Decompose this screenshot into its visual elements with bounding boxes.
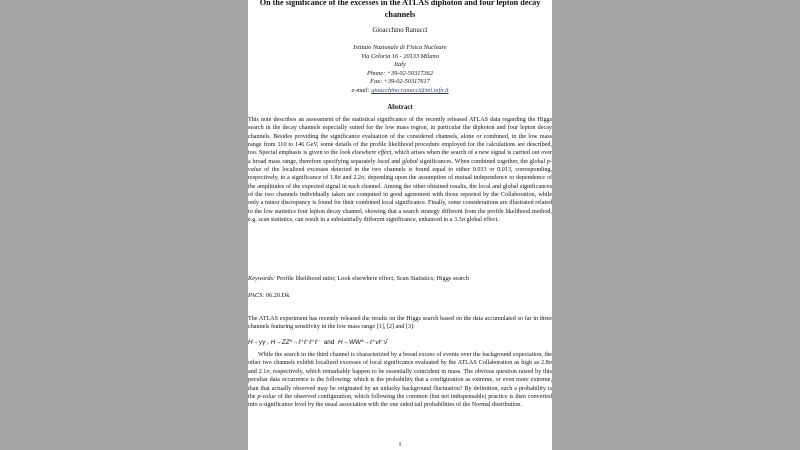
email-line [248, 87, 552, 96]
email-link[interactable]: gioacchino.ranucci@mi.infn.it [371, 86, 449, 94]
street-address: Via Celoria 16 - 20133 Milano [361, 52, 439, 60]
pacs-line [248, 292, 552, 299]
country: Italy [394, 61, 406, 69]
pacs-code: 06.20.Dk [265, 292, 290, 299]
page-number: 1 [398, 441, 402, 448]
decay-channels-equation: H→γγ , H→ZZ*→ℓ⁺ℓ⁻ℓ⁺ℓ⁻ and H→WW*→ℓ⁺νℓ⁻ν̄ [248, 339, 388, 346]
body-paragraph: While the search in the third channel is characterized by a broad excess of events over the background expectation, the other two channels exhibit localized excesses of local significance evaluated by the ATLAS Collaboration as high as 2.8σ and 2.1σ, respectively, which remarkably happen to be essentially coincident in mass. The obvious question raised by this peculiar data occurrence is the following: which is the probability that a configuration as extreme, or even more extreme, than that actually observed may be originated by an unlucky background fluctuation? By definition, such a probability is the p-value of the observed configuration, which following the common (but not indispensable) practice is then converted into a significance level by the usual association with the one sided tail probabilities of the Normal distribution. [248, 352, 552, 409]
intro-paragraph: The ATLAS experiment has recently released the results on the Higgs search based on the data accumulated so far in three channels featuring sensitivity in the low mass range [1], [2] and [3]: [248, 316, 552, 331]
keywords-label: Keywords: [248, 275, 276, 282]
phone: Phone: +39-02-50317362 [367, 69, 433, 77]
keywords-line [248, 275, 552, 282]
author-name: Gioacchino Ranucci [372, 27, 428, 34]
abstract-text: This note describes an assessment of the statistical significance of the recently released ATLAS data regarding the Higgs search in the decay channels especially suited for the low mass region, in particular the diphoton and four lepton decay channels. Besides providing the significance evaluation of the considered channels, alone or combined, in the low mass range from 110 to 146 GeV, some details of the profile likelihood procedure employed for the calculations are described, too. Special emphasis is given to the look elsewhere effect, which arises when the search of a new signal is carried out over a broad mass range, therefore specifying separately local and global significances. When combined together, the global p-value of the localized excesses detected in the two channels is found equal to either 0.033 or 0.013, corresponding, respectively, to a significance of 1.8σ and 2.2σ, depending upon the assumption of mutual independence or dependence of the amplitudes of the expected signal in each channel. Among the other obtained results, the local and global significances of the two channels individually taken are computed in good agreement with those reported by the Collaboration, while only a minor discrepancy is found for their combined local significance. Finally, some considerations are illustrated related to the low statistics four lepton decay channel, showing that a search strategy different from the profile likelihood method, e.g. scan statistics, can result in a substantially different significance, enhanced to a 3.3σ global effect. [248, 117, 552, 224]
keywords: Profile likelihood ratio; Look elsewhere effect; Scan Statistics; Higgs search [276, 275, 470, 282]
affiliation-block [248, 44, 552, 96]
fax: Fax: +39-02-50317617 [370, 78, 430, 86]
abstract-heading: Abstract [387, 104, 413, 111]
pacs-label: PACS: [248, 292, 265, 299]
paper-title: On the significance of the excesses in the ATLAS diphoton and four lepton decay channels [259, 0, 541, 19]
email-label: e-mail: [351, 86, 370, 94]
institute: Istituto Nazionale di Fisica Nucleare [353, 44, 447, 51]
paper-page [248, 0, 552, 450]
